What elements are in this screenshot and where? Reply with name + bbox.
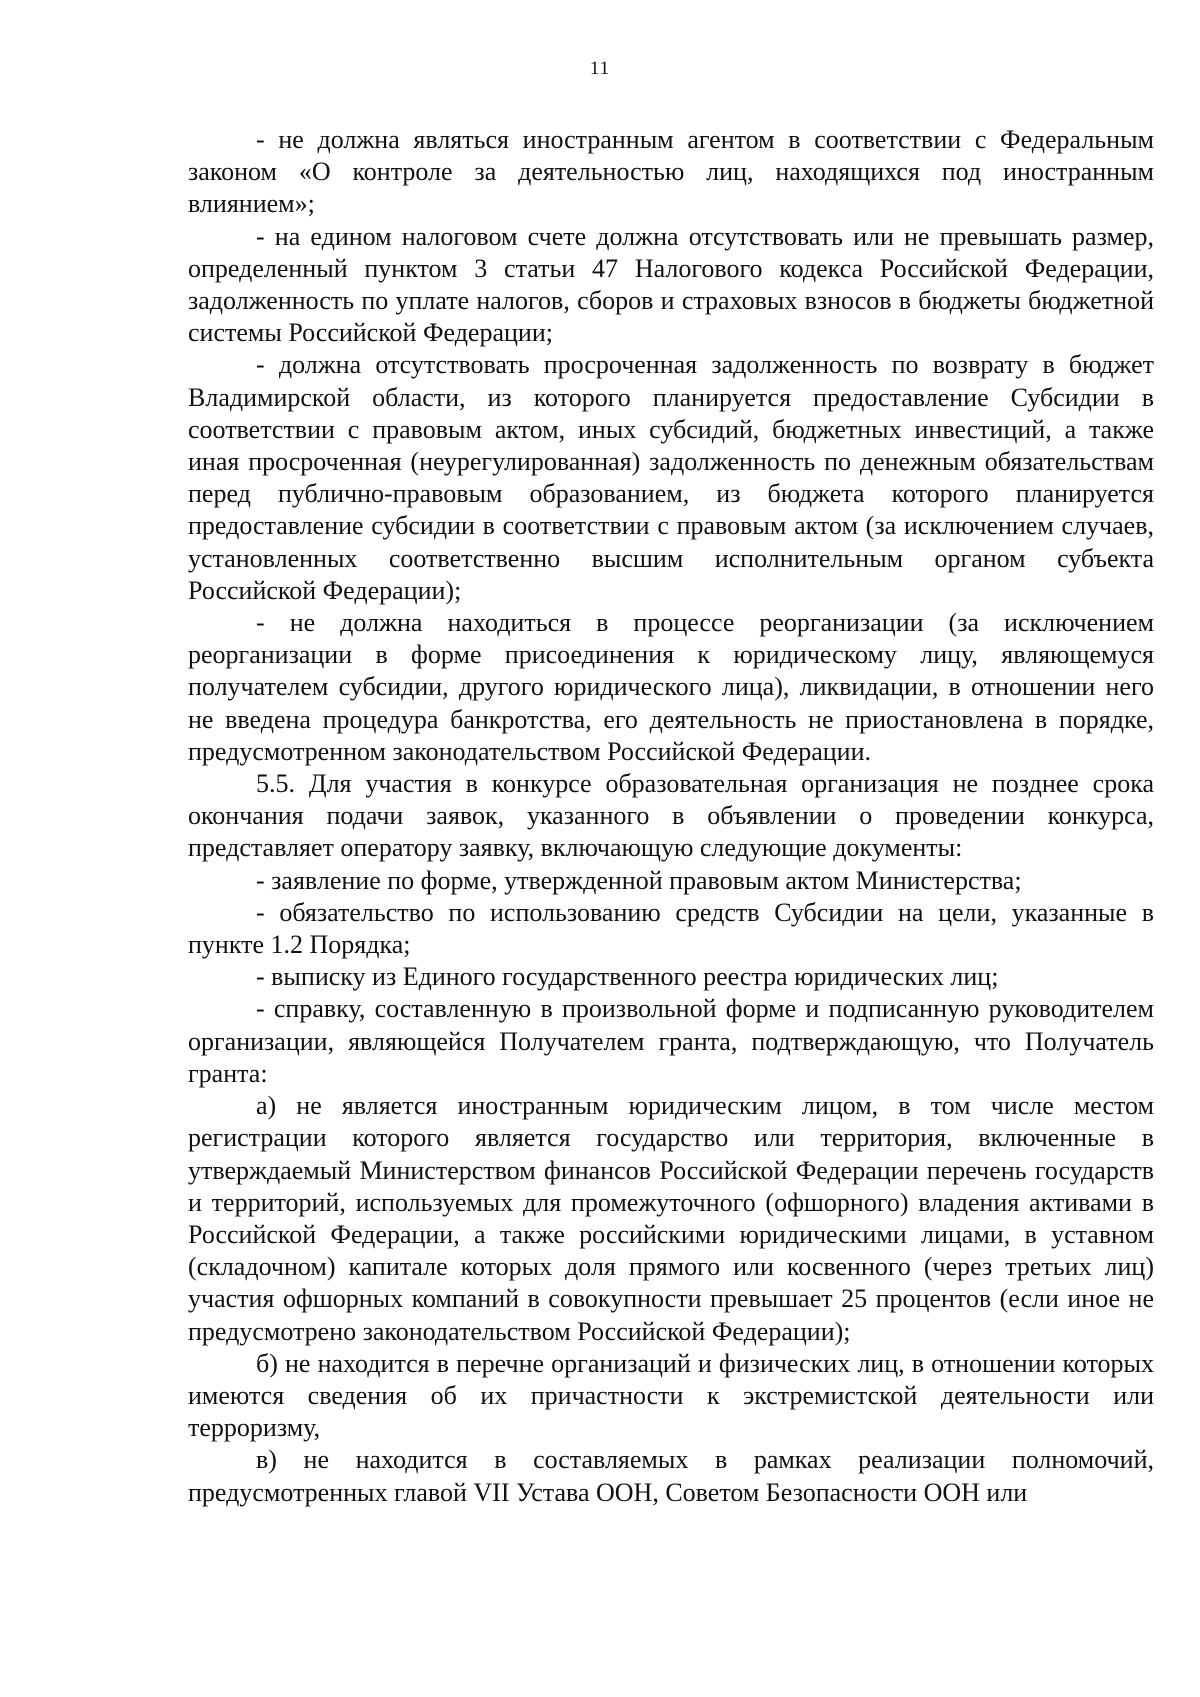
paragraph-tax-debt: - на едином налоговом счете должна отсутствовать или не превышать размер, определенный пунктом 3 статьи 47 Налогового кодекса Российской Федерации, задолженность по уплате налогов, сборов и страховых взносов в бюджеты бюджетной системы Российской Федерации; [188,221,1154,348]
paragraph-foreign-agent: - не должна являться иностранным агентом в соответствии с Федеральным законом «О контроле за деятельностью лиц, находящихся под иностранным влиянием»; [188,125,1154,219]
paragraph-reorganization: - не должна находиться в процессе реорганизации (за исключением реорганизации в форме присоединения к юридическому лицу, являющемуся получателем субсидии, другого юридического лица), ликвидации, в отношении него не введена процедура банкротства, его деятельность не приостановлена в порядке, предусмотренном законодательством Российской Федерации. [188,608,1154,766]
page-number: 11 [589,58,611,79]
paragraph-registry-extract: - выписку из Единого государственного реестра юридических лиц; [256,962,999,992]
paragraph-item-a: а) не является иностранным юридическим лицом, в том числе местом регистрации которого является государство или территория, включенные в утверждаемый Министерством финансов Российской Федерации перечень государств и территорий, используемых для промежуточного (офшорного) владения активами в Российской Федерации, а также российскими юридическими лицами, в уставном (складочном) капитале которых доля прямого или косвенного (через третьих лиц) участия офшорных компаний в совокупности превышает 25 процентов (если иное не предусмотрено законодательством Российской Федерации); [188,1091,1154,1346]
paragraph-certificate: - справку, составленную в произвольной форме и подписанную руководителем организации, являющейся Получателем гранта, подтверждающую, что Получатель гранта: [188,994,1154,1088]
paragraph-item-b: б) не находится в перечне организаций и физических лиц, в отношении которых имеются сведения об их причастности к экстремистской деятельности или терроризму, [188,1348,1154,1443]
document-body [188,124,1154,1509]
paragraph-application-form: - заявление по форме, утвержденной правовым актом Министерства; [256,865,1022,895]
paragraph-clause-5-5: 5.5. Для участия в конкурсе образовательная организация не позднее срока окончания подачи заявок, указанного в объявлении о проведении конкурса, представляет оператору заявку, включающую следующие документы: [188,769,1154,863]
paragraph-item-v: в) не находится в составляемых в рамках реализации полномочий, предусмотренных главой VII Устава ООН, Советом Безопасности ООН или [188,1445,1154,1507]
paragraph-overdue-debt: - должна отсутствовать просроченная задолженность по возврату в бюджет Владимирской области, из которого планируется предоставление Субсидии в соответствии с правовым актом, иных субсидий, бюджетных инвестиций, а также иная просроченная (неурегулированная) задолженность по денежным обязательствам перед публично-правовым образованием, из бюджета которого планируется предоставление субсидии в соответствии с правовым актом (за исключением случаев, установленных соответственно высшим исполнительным органом субъекта Российской Федерации); [188,350,1154,605]
paragraph-obligation: - обязательство по использованию средств Субсидии на цели, указанные в пункте 1.2 Порядка; [188,897,1154,960]
